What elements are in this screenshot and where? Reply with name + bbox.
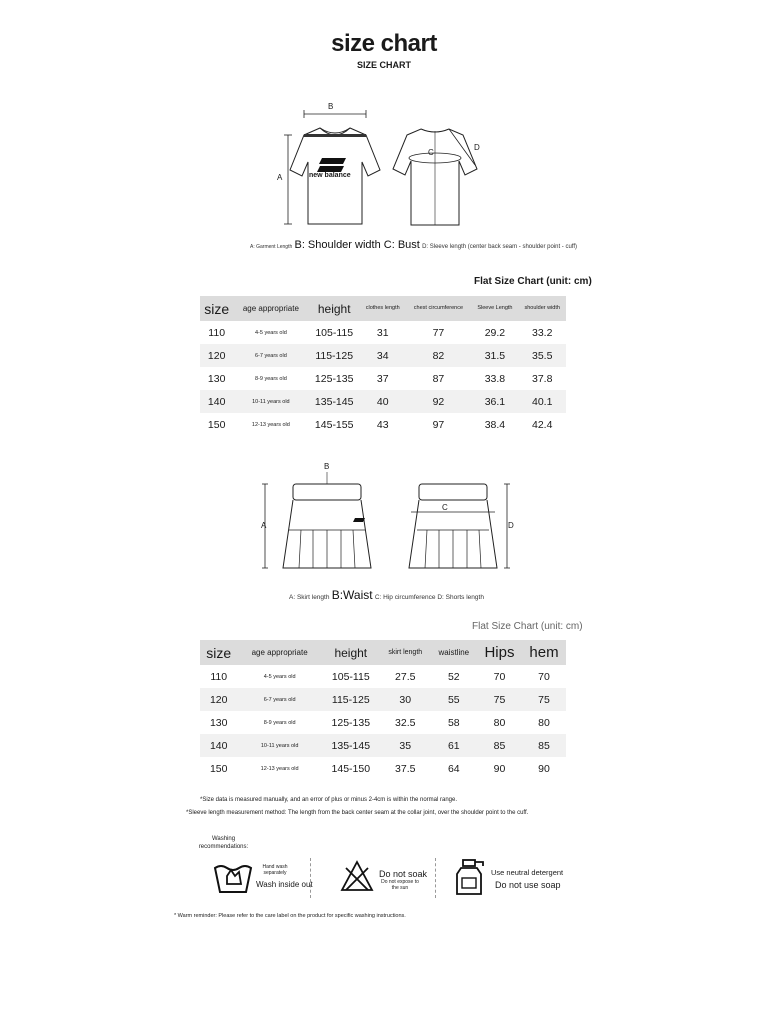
cell-size: 150 <box>209 762 228 775</box>
table-cell: 61 <box>447 739 460 752</box>
header-age: age appropriate <box>251 648 308 657</box>
sleeve-note: *Sleeve length measurement method: The length from the back center seam at the collar joint, over the shoulder point to the cuff. <box>186 810 529 816</box>
table-cell: 92 <box>432 395 445 408</box>
table-cell: 64 <box>447 762 460 775</box>
table-cell: 125-135 <box>331 716 371 729</box>
cell-size: 110 <box>208 326 226 339</box>
table-cell: 43 <box>376 418 389 431</box>
header-shoulder: shoulder width <box>524 305 560 311</box>
header-height: height <box>334 645 368 660</box>
page-subtitle: SIZE CHART <box>357 60 411 70</box>
separator <box>310 858 312 898</box>
skirt-back-icon <box>395 478 515 573</box>
table-cell: 80 <box>538 716 550 729</box>
hand-wash-small: Hand wash separately <box>262 864 288 876</box>
cell-age: 10-11 years old <box>260 742 299 749</box>
table-row <box>200 688 566 711</box>
table-cell: 75 <box>538 693 550 706</box>
tshirt-label-c: C <box>428 148 434 157</box>
cell-size: 130 <box>209 716 228 729</box>
table-cell: 37.8 <box>532 372 553 385</box>
table-cell: 105-115 <box>331 670 370 683</box>
cell-age: 4-5 years old <box>263 673 296 680</box>
table-row <box>200 413 566 436</box>
table-row <box>200 757 566 780</box>
cell-age: 8-9 years old <box>254 375 287 382</box>
table-row <box>200 344 566 367</box>
caption-skirt-a: A: Skirt length <box>289 594 330 601</box>
table-cell: 27.5 <box>395 670 416 683</box>
warm-reminder: * Warm reminder: Please refer to the care label on the product for specific washing instructions. <box>174 913 406 919</box>
table-cell: 85 <box>538 739 550 752</box>
detergent-line2: Do not use soap <box>495 880 561 890</box>
table-cell: 42.4 <box>532 418 553 431</box>
header-clothes-length: clothes length <box>365 305 400 311</box>
skirt-label-d: D <box>508 521 514 530</box>
table-cell: 33.8 <box>484 372 506 385</box>
table-cell: 145-150 <box>331 762 371 775</box>
table-cell: 97 <box>432 418 445 431</box>
caption-a: A: Garment Length <box>250 244 293 250</box>
caption-bc: B: Shoulder width C: Bust <box>294 239 420 251</box>
table-header-row <box>200 640 566 665</box>
cell-age: 12-13 years old <box>260 765 299 772</box>
cell-age: 12-13 years old <box>251 421 290 428</box>
skirt-label-b: B <box>324 462 330 471</box>
cell-size: 120 <box>207 349 226 362</box>
header-size: size <box>204 300 230 317</box>
table-cell: 125-135 <box>314 372 354 385</box>
no-bleach-icon <box>340 860 374 892</box>
table-header-row <box>200 296 566 321</box>
table-row <box>200 734 566 757</box>
table-row <box>200 711 566 734</box>
header-size: size <box>206 644 232 661</box>
table-cell: 36.1 <box>484 395 506 408</box>
table-cell: 35 <box>399 739 412 752</box>
table-cell: 34 <box>376 349 389 362</box>
skirt-caption <box>289 588 484 602</box>
table-cell: 90 <box>493 762 506 775</box>
cell-size: 150 <box>207 418 226 431</box>
top-chart-title: Flat Size Chart (unit: cm) <box>474 276 592 287</box>
table-row <box>200 367 566 390</box>
caption-skirt-cd: C: Hip circumference D: Shorts length <box>374 594 484 601</box>
table-cell: 38.4 <box>484 418 506 431</box>
table-cell: 40 <box>376 395 389 408</box>
table-cell: 31 <box>376 326 389 339</box>
cell-age: 10-11 years old <box>252 398 290 405</box>
caption-d: D: Sleeve length (center back seam - shoulder point - cuff) <box>422 244 578 250</box>
caption-skirt-b: B:Waist <box>331 588 373 602</box>
tshirt-back-icon <box>385 125 485 235</box>
skirt-front-icon <box>265 470 390 575</box>
page-title: size chart <box>331 30 437 57</box>
table-cell: 115-125 <box>331 693 370 706</box>
cell-size: 110 <box>210 670 228 683</box>
tshirt-logo-text: new balance <box>309 172 351 179</box>
table-cell: 77 <box>432 326 445 339</box>
hand-wash-icon <box>213 860 253 896</box>
washing-heading: Washing recommendations: <box>198 836 249 850</box>
table-cell: 80 <box>493 716 506 729</box>
table-cell: 37.5 <box>395 762 416 775</box>
header-hips: Hips <box>484 644 515 661</box>
tshirt-caption <box>250 239 577 251</box>
table-cell: 87 <box>432 372 445 385</box>
tshirt-label-b: B <box>328 102 334 111</box>
table-cell: 35.5 <box>532 349 553 362</box>
table-cell: 30 <box>399 693 412 706</box>
table-cell: 105-115 <box>315 326 354 339</box>
table-cell: 90 <box>538 762 550 775</box>
tshirt-label-a: A <box>277 173 283 182</box>
tshirt-label-d: D <box>474 143 480 152</box>
cell-size: 130 <box>207 372 226 385</box>
table-cell: 31.5 <box>484 349 506 362</box>
header-height: height <box>317 301 351 316</box>
table-cell: 32.5 <box>395 716 416 729</box>
table-row <box>200 321 566 344</box>
cell-age: 4-5 years old <box>254 329 287 336</box>
table-cell: 135-145 <box>331 739 371 752</box>
skirt-label-a: A <box>261 521 267 530</box>
bottom-size-table <box>200 640 566 780</box>
header-chest: chest circumference <box>413 305 464 311</box>
table-cell: 52 <box>447 670 460 683</box>
tshirt-front-icon <box>280 100 390 235</box>
table-cell: 58 <box>447 716 460 729</box>
header-sleeve: Sleeve Length <box>477 305 513 311</box>
header-hem: hem <box>529 644 559 661</box>
table-cell: 37 <box>376 372 389 385</box>
table-cell: 40.1 <box>532 395 553 408</box>
table-cell: 82 <box>432 349 445 362</box>
soak-small: Do not expose to the sun <box>381 879 419 891</box>
header-skirt-length: skirt length <box>388 649 423 656</box>
cell-size: 140 <box>209 739 228 752</box>
top-size-table <box>200 296 566 436</box>
table-cell: 55 <box>447 693 460 706</box>
soak-main: Do not soak <box>379 869 428 879</box>
table-cell: 29.2 <box>484 326 506 339</box>
table-row <box>200 390 566 413</box>
table-cell: 145-155 <box>314 418 354 431</box>
table-cell: 135-145 <box>314 395 354 408</box>
header-waistline: waistline <box>438 648 470 657</box>
cell-age: 8-9 years old <box>263 719 296 726</box>
table-cell: 70 <box>538 670 550 683</box>
header-age: age appropriate <box>242 304 299 313</box>
bottom-chart-title: Flat Size Chart (unit: cm) <box>472 621 583 632</box>
table-row <box>200 665 566 688</box>
detergent-line1: Use neutral detergent <box>491 868 564 877</box>
cell-size: 140 <box>207 395 226 408</box>
cell-age: 6-7 years old <box>263 696 296 703</box>
table-cell: 75 <box>493 693 506 706</box>
table-cell: 85 <box>493 739 506 752</box>
detergent-bottle-icon <box>455 858 485 896</box>
table-cell: 33.2 <box>532 326 553 339</box>
cell-age: 6-7 years old <box>254 352 287 359</box>
cell-size: 120 <box>209 693 228 706</box>
table-cell: 70 <box>493 670 506 683</box>
separator <box>435 858 437 898</box>
skirt-label-c: C <box>442 503 448 512</box>
hand-wash-main: Wash inside out <box>256 880 313 889</box>
measurement-note: *Size data is measured manually, and an error of plus or minus 2-4cm is within the normal range. <box>200 797 458 803</box>
table-cell: 115-125 <box>315 349 354 362</box>
